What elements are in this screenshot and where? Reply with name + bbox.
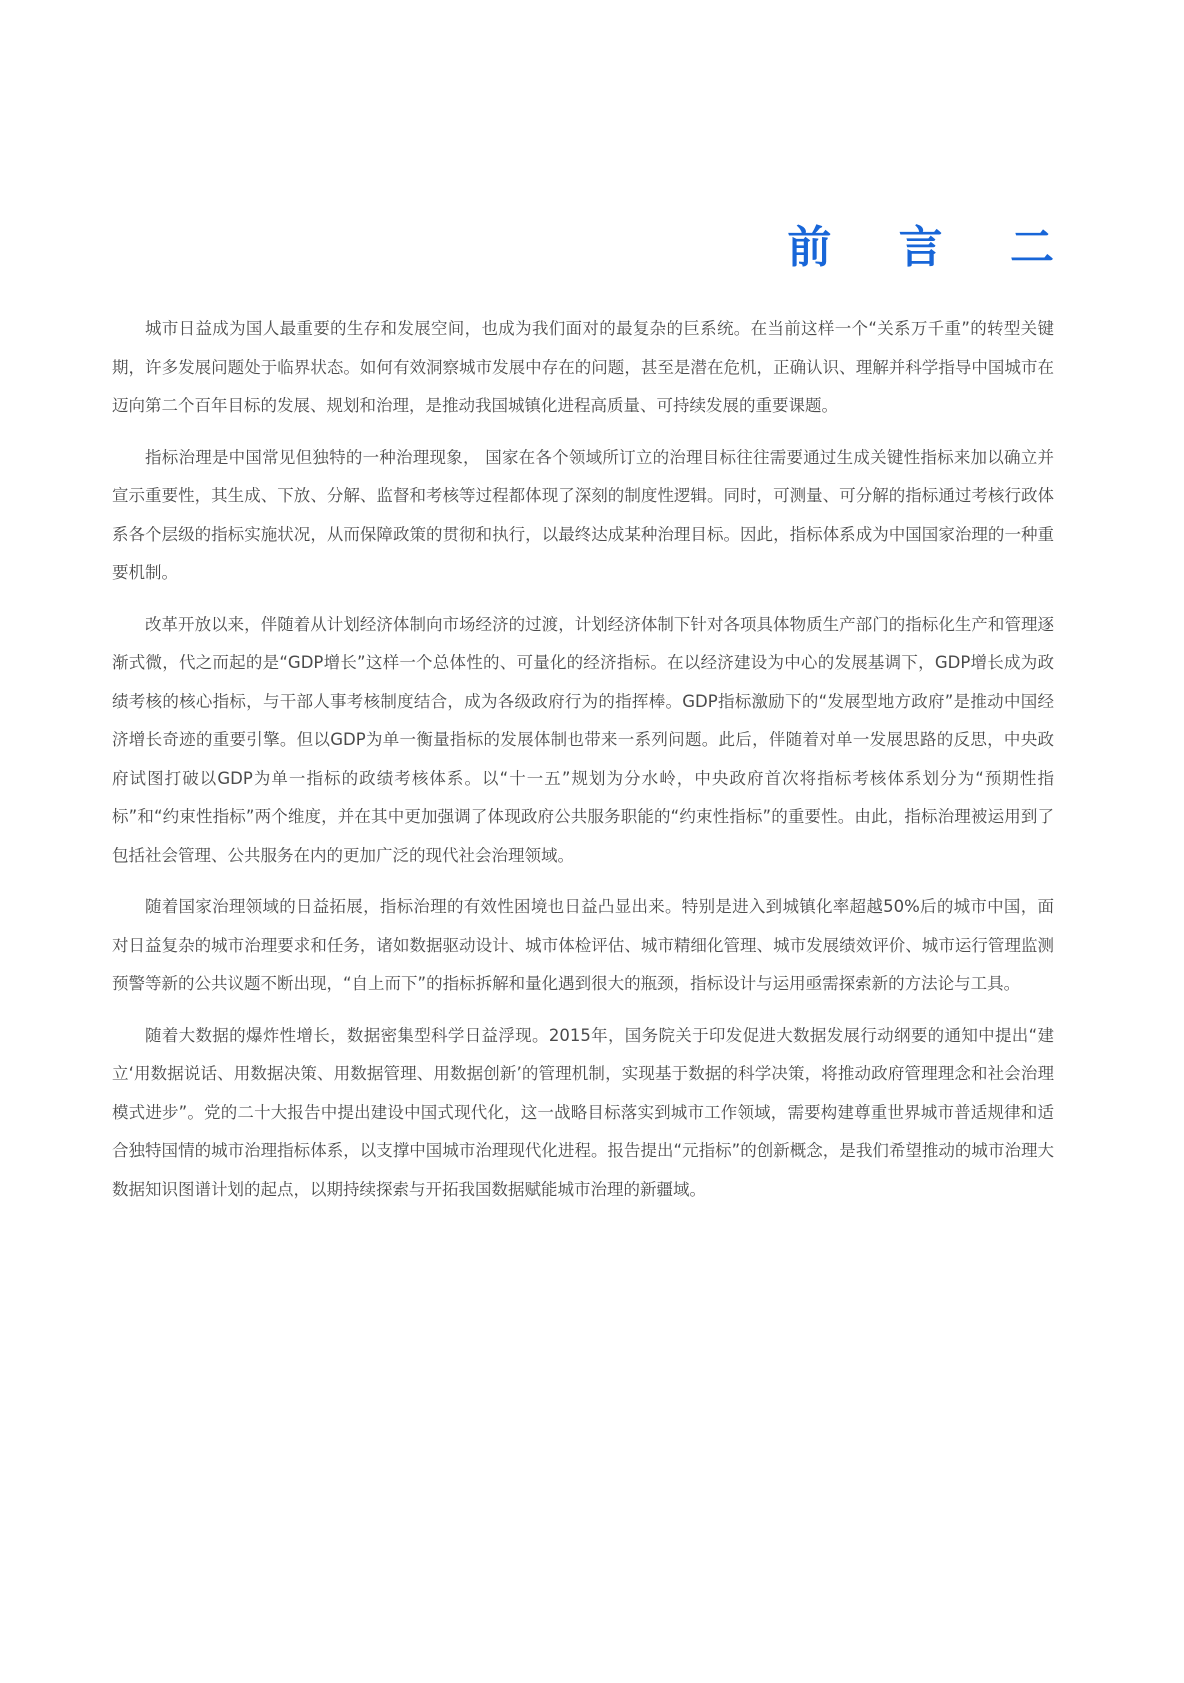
paragraph-4: 随着国家治理领域的日益拓展，指标治理的有效性困境也日益凸显出来。特别是进入到城镇化率超越50%后的城市中国，面对日益复杂的城市治理要求和任务，诸如数据驱动设计、城市体检评估、城市精细化管理、城市发展绩效评价、城市运行管理监测预警等新的公共议题不断出现，“自上而下”的指标拆解和量化遇到很大的瓶颈，指标设计与运用亟需探索新的方法论与工具。: [112, 897, 1054, 993]
preface-body: [112, 310, 1054, 1222]
paragraph-2: 指标治理是中国常见但独特的一种治理现象， 国家在各个领域所订立的治理目标往往需要通过生成关键性指标来加以确立并宣示重要性，其生成、下放、分解、监督和考核等过程都体现了深刻的制度性逻辑。同时，可测量、可分解的指标通过考核行政体系各个层级的指标实施状况，从而保障政策的贯彻和执行，以最终达成某种治理目标。因此，指标体系成为中国国家治理的一种重要机制。: [112, 447, 1054, 582]
paragraph-3: 改革开放以来，伴随着从计划经济体制向市场经济的过渡，计划经济体制下针对各项具体物质生产部门的指标化生产和管理逐渐式微，代之而起的是“GDP增长”这样一个总体性的、可量化的经济指标。在以经济建设为中心的发展基调下，GDP增长成为政绩考核的核心指标，与干部人事考核制度结合，成为各级政府行为的指挥棒。GDP指标激励下的“发展型地方政府”是推动中国经济增长奇迹的重要引擎。但以GDP为单一衡量指标的发展体制也带来一系列问题。此后，伴随着对单一发展思路的反思，中央政府试图打破以GDP为单一指标的政绩考核体系。以“十一五”规划为分水岭，中央政府首次将指标考核体系划分为“预期性指标”和“约束性指标”两个维度，并在其中更加强调了体现政府公共服务职能的“约束性指标”的重要性。由此，指标治理被运用到了包括社会管理、公共服务在内的更加广泛的现代社会治理领域。: [112, 614, 1054, 865]
paragraph-1: 城市日益成为国人最重要的生存和发展空间，也成为我们面对的最复杂的巨系统。在当前这样一个“关系万千重”的转型关键期，许多发展问题处于临界状态。如何有效洞察城市发展中存在的问题，甚至是潜在危机，正确认识、理解并科学指导中国城市在迈向第二个百年目标的发展、规划和治理，是推动我国城镇化进程高质量、可持续发展的重要课题。: [112, 319, 1054, 415]
paragraph-5: 随着大数据的爆炸性增长，数据密集型科学日益浮现。2015年，国务院关于印发促进大数据发展行动纲要的通知中提出“建立‘用数据说话、用数据决策、用数据管理、用数据创新’的管理机制，实现基于数据的科学决策，将推动政府管理理念和社会治理模式进步”。党的二十大报告中提出建设中国式现代化，这一战略目标落实到城市工作领域，需要构建尊重世界城市普适规律和适合独特国情的城市治理指标体系，以支撑中国城市治理现代化进程。报告提出“元指标”的创新概念，是我们希望推动的城市治理大数据知识图谱计划的起点，以期持续探索与开拓我国数据赋能城市治理的新疆域。: [112, 1025, 1054, 1199]
page-title: 前 言 二: [787, 222, 1080, 273]
